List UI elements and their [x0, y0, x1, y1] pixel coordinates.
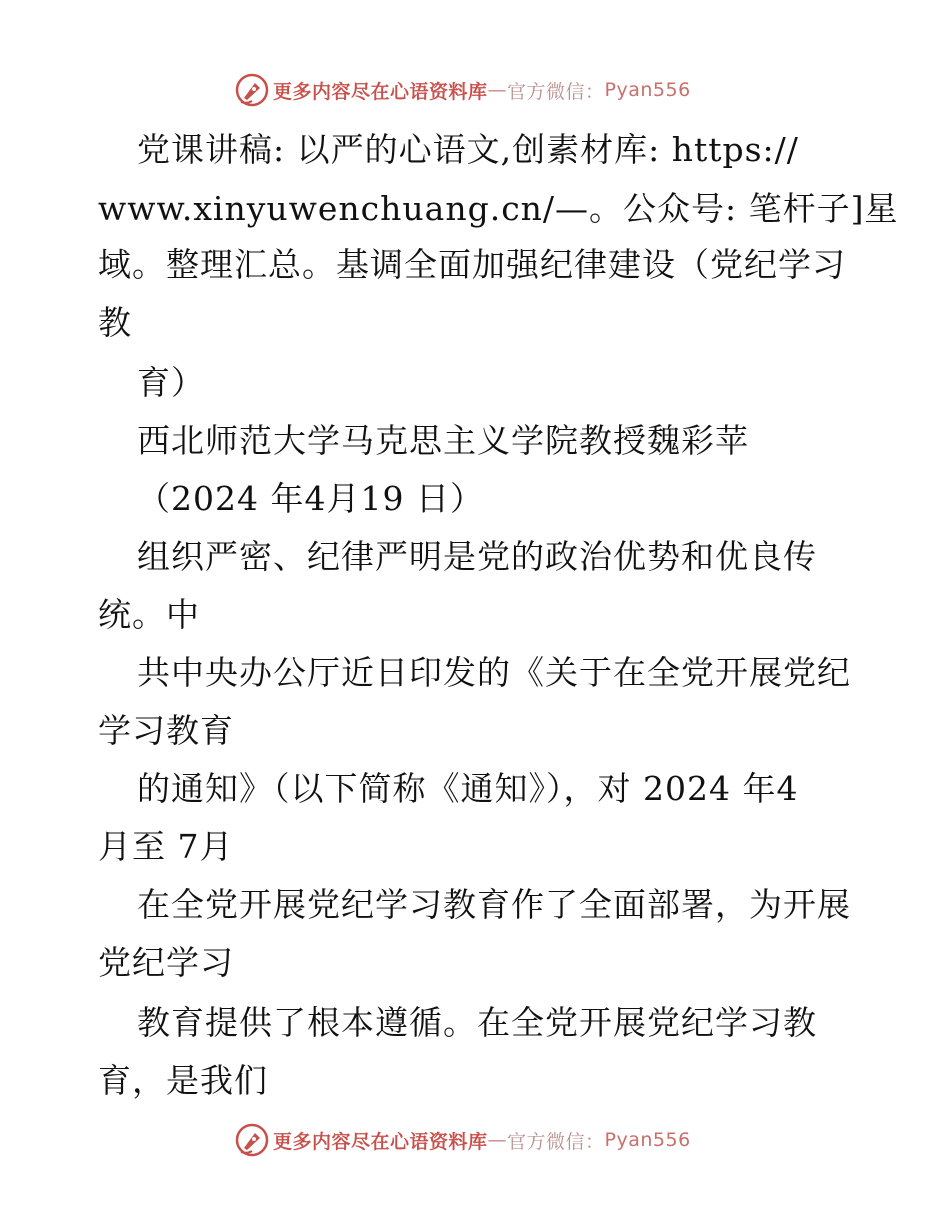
text-line: 统。中 [98, 595, 200, 634]
text-line: 共中央办公厅近日印发的《关于在全党开展党纪 [137, 653, 851, 692]
watermark-wechat-id: Pyan556 [604, 79, 691, 101]
text-line: 育，是我们 [98, 1061, 268, 1100]
text-line: www.xinyuwenchuang.cn/—。公众号: 笔杆子]星 [98, 189, 899, 228]
text-line: 月至 7月 [98, 827, 234, 866]
watermark-brand: 更多内容尽在心语资料库 [273, 80, 488, 103]
watermark-label: 官方微信： [507, 1130, 605, 1153]
watermark-label: 官方微信： [507, 80, 605, 103]
header-watermark [235, 73, 691, 107]
watermark-separator: — [487, 1129, 508, 1151]
text-line: （2024 年4月19 日） [137, 479, 484, 518]
text-line: 在全党开展党纪学习教育作了全面部署，为开展 [137, 885, 851, 924]
text-line: 域。整理汇总。基调全面加强纪律建设（党纪学习 [98, 245, 846, 284]
text-line: 党课讲稿: 以严的心语文,创素材库: https:// [137, 130, 799, 169]
text-line: 育） [137, 363, 205, 402]
text-line: 党纪学习 [98, 943, 234, 982]
watermark-brand: 更多内容尽在心语资料库 [273, 1130, 488, 1153]
footer-watermark [235, 1123, 691, 1157]
text-line: 学习教育 [98, 711, 234, 750]
watermark-wechat-id: Pyan556 [604, 1129, 691, 1151]
text-line: 教育提供了根本遵循。在全党开展党纪学习教 [137, 1003, 817, 1042]
watermark-separator: — [487, 79, 508, 101]
text-line: 西北师范大学马克思主义学院教授魏彩苹 [137, 421, 749, 460]
text-line: 的通知》（以下简称《通知》），对 2024 年4 [137, 769, 799, 808]
text-line: 教 [98, 303, 132, 342]
text-line: 组织严密、纪律严明是党的政治优势和优良传 [137, 537, 817, 576]
pen-nib-logo-icon [235, 73, 269, 107]
pen-nib-logo-icon [235, 1123, 269, 1157]
